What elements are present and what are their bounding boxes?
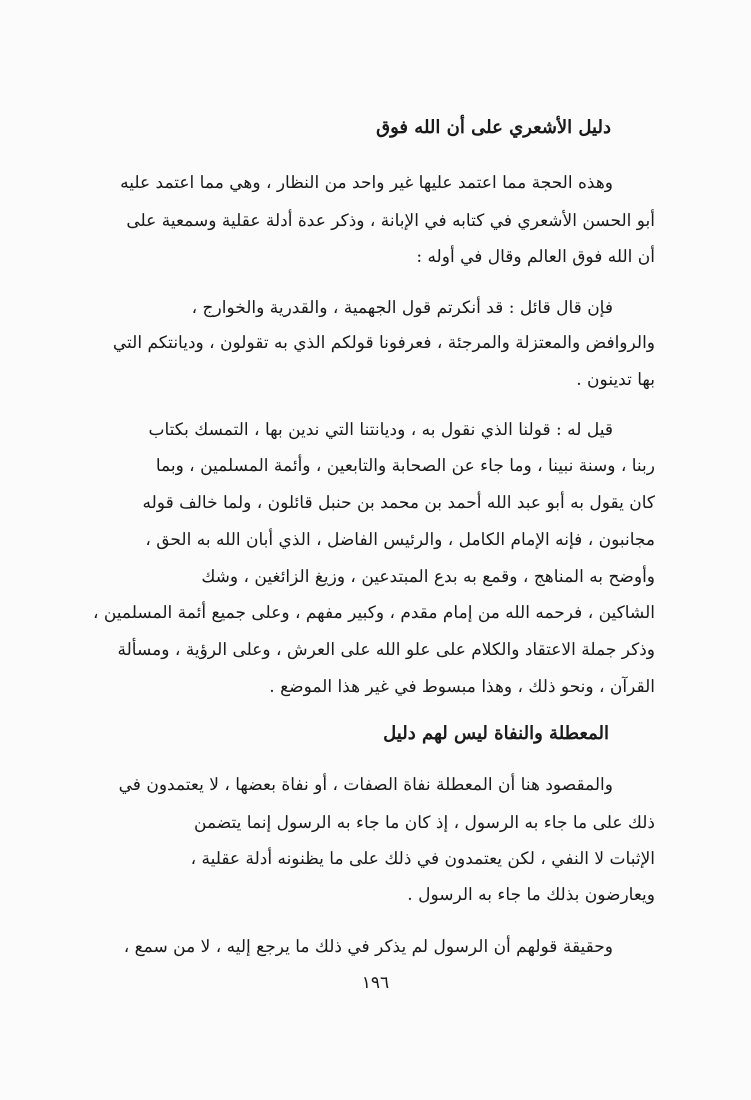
page-number: ١٩٦ [361,973,390,993]
text-line: وأوضح به المناهج ، وقمع به بدع المبتدعين ، وزيغ الزائغين ، وشك [201,567,655,587]
text-line: مجانبون ، فإنه الإمام الكامل ، والرئيس الفاضل ، الذي أبان الله به الحق ، [145,530,655,550]
text-line: أن الله فوق العالم وقال في أوله : [416,247,655,267]
text-line: وهذه الحجة مما اعتمد عليها غير واحد من النظار ، وهي مما اعتمد عليه [120,173,613,193]
text-line: والروافض والمعتزلة والمرجئة ، فعرفونا قولكم الذي به تقولون ، وديانتكم التي [112,333,655,353]
text-line: وحقيقة قولهم أن الرسول لم يذكر في ذلك ما يرجع إليه ، لا من سمع ، [123,937,613,957]
text-line: ذلك على ما جاء به الرسول ، إذ كان ما جاء به الرسول إنما يتضمن [194,813,655,833]
text-line: القرآن ، ونحو ذلك ، وهذا مبسوط في غير هذا الموضع . [269,677,655,697]
text-line: كان يقول به أبو عبد الله أحمد بن محمد بن حنبل قائلون ، ولما خالف قوله [142,493,655,513]
section-heading-ashari-proof: دليل الأشعري على أن الله فوق [376,117,611,138]
text-line: فإن قال قائل : قد أنكرتم قول الجهمية ، والقدرية والخوارج ، [191,298,613,318]
text-line: ويعارضون بذلك ما جاء به الرسول . [407,885,655,905]
text-line: أبو الحسن الأشعري في كتابه في الإبانة ، وذكر عدة أدلة عقلية وسمعية على [126,211,655,231]
text-line: وذكر جملة الاعتقاد والكلام على علو الله على العرش ، وعلى الرؤية ، ومسألة [117,640,655,660]
text-line: الشاكين ، فرحمه الله من إمام مقدم ، وكبير مفهم ، وعلى جميع أئمة المسلمين ، [92,603,655,623]
text-line: والمقصود هنا أن المعطلة نفاة الصفات ، أو نفاة بعضها ، لا يعتمدون في [118,775,613,795]
text-line: ربنا ، وسنة نبينا ، وما جاء عن الصحابة والتابعين ، وأئمة المسلمين ، وبما [155,456,655,476]
section-heading-negators: المعطلة والنفاة ليس لهم دليل [383,723,609,744]
text-line: بها تدينون . [576,370,655,390]
text-line: قيل له : قولنا الذي نقول به ، وديانتنا التي ندين بها ، التمسك بكتاب [148,420,613,440]
text-line: الإثبات لا النفي ، لكن يعتمدون في ذلك على ما يظنونه أدلة عقلية ، [190,849,655,869]
